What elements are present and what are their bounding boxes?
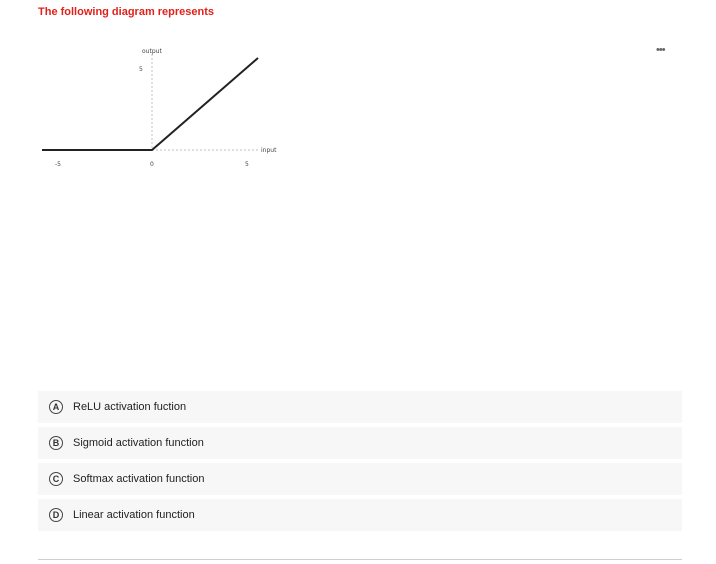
option-c[interactable] [38, 463, 682, 495]
relu-diagram [36, 40, 296, 180]
question-text: The following diagram represents [38, 6, 215, 18]
option-a[interactable] [38, 391, 682, 423]
x-tick-label: -5 [55, 161, 61, 168]
y-axis-label: output [142, 48, 162, 55]
option-letter-badge: A [49, 400, 63, 414]
y-tick-label: 5 [139, 66, 143, 73]
x-tick-label: 5 [245, 161, 249, 168]
option-letter-badge: C [49, 472, 63, 486]
option-label: Sigmoid activation function [73, 437, 204, 449]
x-axis-label: input [261, 147, 277, 154]
option-b[interactable] [38, 427, 682, 459]
more-options-icon[interactable]: ••• [656, 44, 665, 56]
option-letter-badge: B [49, 436, 63, 450]
bottom-divider [38, 559, 682, 560]
option-label: ReLU activation fuction [73, 401, 187, 413]
option-letter-badge: D [49, 508, 63, 522]
relu-line [42, 58, 258, 150]
x-tick-label: 0 [150, 161, 154, 168]
option-d[interactable] [38, 499, 682, 531]
option-label: Linear activation function [73, 509, 195, 521]
option-label: Softmax activation function [73, 473, 205, 485]
answer-options [38, 391, 682, 535]
